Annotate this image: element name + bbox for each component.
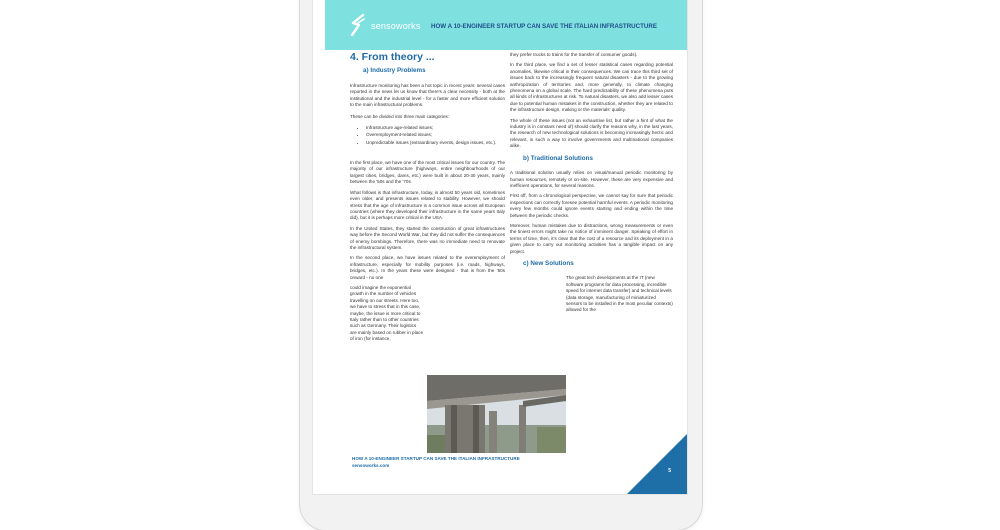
wrapped-text-block [566, 275, 673, 313]
bullet-list [350, 125, 505, 146]
header-title: HOW A 10-ENGINEER STARTUP CAN SAVE THE ITALIAN INFRASTRUCTURE [431, 23, 657, 30]
paragraph: In the United States, they started the construction of great infrastructures way before the Second World War, but they did not suffer the consequences of enemy bombings. Therefore, there was no immediate need to renovate the infrastructural system. [350, 225, 505, 250]
paragraph: Infrastructure monitoring has been a hot topic in recent years: several cases reported in the news let us know that there's a clear necessity - both at the institutional and the industrial level - for a faster and more efficient solution to the main infrastructural problems. [350, 82, 505, 108]
paragraph: In the first place, we have one of the most critical issues for our country. The majority of our infrastructure (highways, entire neighbourhoods of our largest cities, bridges, dams, etc.) were built in about 20-30 years, mainly between the '50s and the '70s. [350, 160, 505, 185]
corner-triangle [627, 434, 687, 494]
bullet-item: • Unpredictable issues (extraordinary events, design issues, etc.). [366, 140, 505, 146]
page-number: 5 [668, 468, 671, 474]
paragraph: The great tech developments at the IT (new software programs for data processing, incredible speed for internet data transfer) and technical levels (data storage, manufacturing of miniaturized sensors to be installed in the most peculiar contexts) allowed for the [566, 275, 673, 313]
paragraph: Moreover, human mistakes due to distractions, wrong measurements or even the tiniest errors might take no notice of imminent danger. Speaking of effort in terms of time, then, it's clear that the cost of a resource and its deployment in a given place to carry out monitoring activities has a tangible impact on any project. [510, 222, 673, 254]
paragraph: A traditional solution usually relies on visual/manual periodic monitoring by human resources, remotely or on-site. However, these are very expensive and inefficient operations, for several reasons. [510, 170, 673, 188]
wrapped-text-block [350, 285, 424, 343]
paragraph: In the third place, we find a set of lesser statistical cases regarding potential anomalies, likewise critical in their consequences. We can trace this third set of issues back to the increasingly frequent natural disasters - due to the growing anthropization of territories and, more generally, to climate changing phenomena on a global scale. The hard predictability of these phenomena puts all kinds of infrastructures at risk. To natural disasters, we also add lesser cases due to potential human mistakes in the construction, whether they are related to the infrastructure design, making or the materials' quality. [510, 62, 673, 113]
paragraph: they prefer trucks to trains for the transfer of consumer goods). [510, 52, 638, 57]
paragraph: The whole of these issues (not an exhaustive list, but rather a hint of what the industry is in constant need of) should clarify the reasons why, in the last years, the research of new technological solutions is becoming increasingly hectic and relevant, in such a way to involve governments and multinational companies alike. [510, 117, 673, 149]
paragraph: These can be divided into three main categories: [350, 114, 450, 120]
footer-website-link[interactable]: sensoworks.com [352, 463, 390, 468]
logo-text: sensoworks [371, 21, 421, 31]
subheading-industry-problems: a) Industry Problems [363, 67, 426, 75]
paragraph: First off, from a chronological perspective, we cannot say for sure that periodic inspections can correctly foresee potential harmful events. A periodic monitoring every few months could ignore events starting and ending within the time between the periodic checks. [510, 193, 673, 218]
bridge-photo [427, 375, 566, 453]
subheading-new-solutions: c) New Solutions [523, 259, 574, 267]
paragraph: What follows is that infrastructure, today, is almost 50 years old, sometimes even older, and presents issues related to stability. However, we should stress that the age of infrastructure is a common issue across all European countries (where they developed their infrastructure in the same years Italy did), but it is perhaps more critical in the USA. [350, 189, 505, 221]
section-title: 4. From theory ... [350, 51, 435, 63]
bullet-item: • Overemployment-related issues; [366, 132, 505, 138]
paragraph: could imagine the exponential growth in the number of vehicles travelling on our streets. Here too, we have to stress that in this case, maybe, the issue is more critical to Italy rather than to other countries such as Germany. Their logistics are mainly based on rubber in place of iron (for instance, [350, 284, 424, 342]
page-header [325, 0, 687, 50]
right-column [510, 52, 673, 318]
document-page [313, 0, 687, 494]
bullet-item: • Infrastructure age-related issues; [366, 125, 505, 131]
paragraph: In the second place, we have issues related to the overemployment of infrastructure, especially for mobility purposes (i.e. roads, highways, bridges, etc.). In the years these were designed - that is from the '50s onward - no one [350, 255, 505, 280]
subheading-traditional-solutions: b) Traditional Solutions [523, 154, 593, 162]
left-column [350, 51, 505, 347]
sensoworks-logo-icon [350, 14, 366, 36]
footer-title: HOW A 10-ENGINEER STARTUP CAN SAVE THE ITALIAN INFRASTRUCTURE [352, 456, 520, 461]
